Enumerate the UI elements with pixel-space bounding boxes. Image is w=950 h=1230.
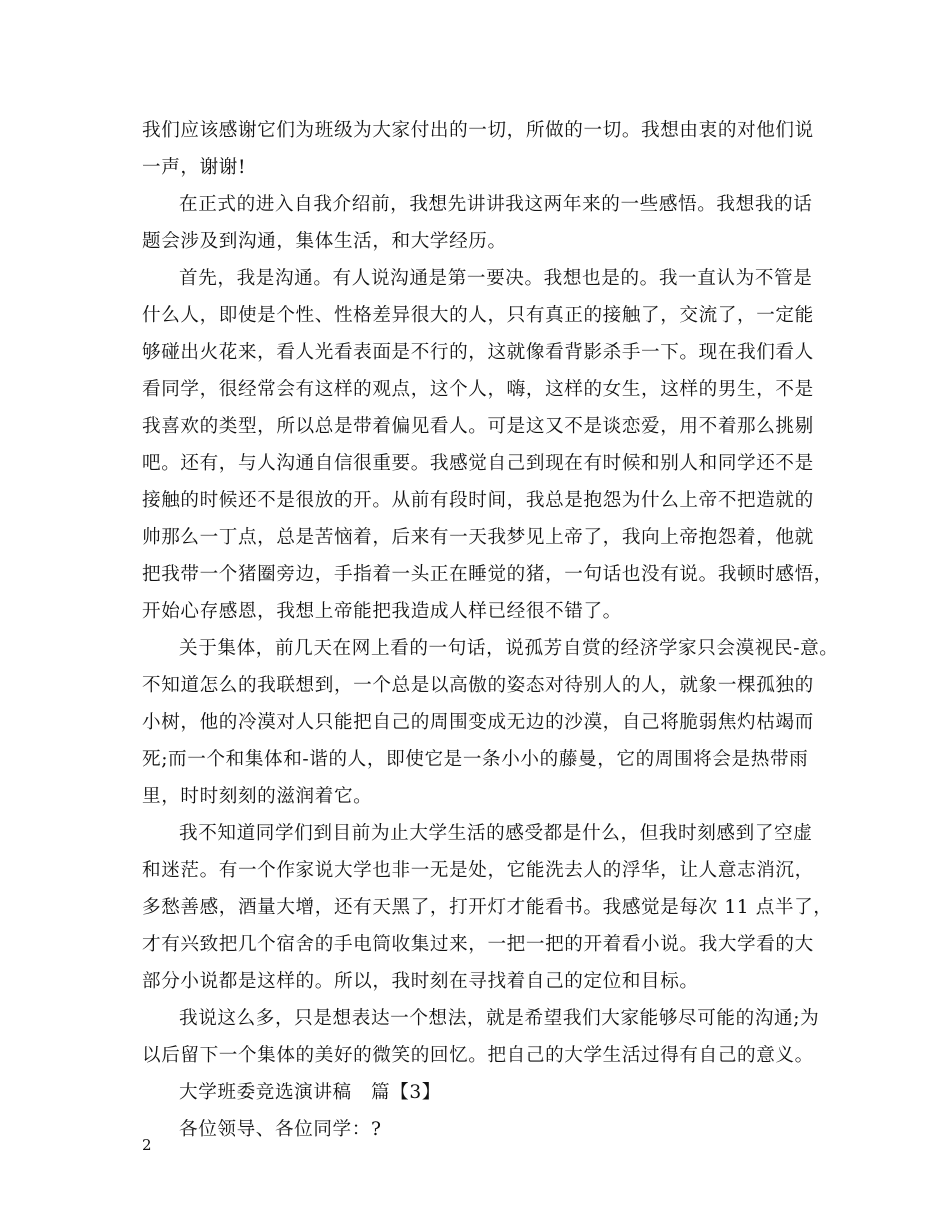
paragraph-thanks — [142, 112, 814, 186]
paragraph-communication — [142, 260, 833, 630]
text-line: 关于集体，前几天在网上看的一句话，说孤芳自赏的经济学家只会漠视民-意。 — [179, 638, 839, 659]
text-line: 首先，我是沟通。有人说沟通是第一要决。我想也是的。我一直认为不管是 — [179, 268, 813, 289]
text-line: 我喜欢的类型，所以总是带着偏见看人。可是这又不是谈恋爱，用不着那么挑剔 — [142, 416, 814, 437]
text-line: 在正式的进入自我介绍前，我想先讲讲我这两年来的一些感悟。我想我的话 — [179, 194, 813, 215]
text-line: 开始心存感恩，我想上帝能把我造成人样已经很不错了。 — [142, 601, 622, 622]
text-line: 多愁善感，酒量大增，还有天黑了，打开灯才能看书。我感觉是每次 11 点半了， — [142, 897, 833, 918]
text-line: 把我带一个猪圈旁边，手指着一头正在睡觉的猪，一句话也没有说。我顿时感悟， — [142, 564, 833, 585]
text-line: 才有兴致把几个宿舍的手电筒收集过来，一把一把的开着看小说。我大学看的大 — [142, 934, 814, 955]
text-line: 部分小说都是这样的。所以，我时刻在寻找着自己的定位和目标。 — [142, 971, 699, 992]
text-line: 吧。还有，与人沟通自信很重要。我感觉自己到现在有时候和别人和同学还不是 — [142, 453, 814, 474]
text-line: 题会涉及到沟通，集体生活，和大学经历。 — [142, 231, 507, 252]
paragraph-intro — [142, 186, 814, 260]
text-line: 接触的时候还不是很放的开。从前有段时间，我总是抱怨为什么上帝不把造就的 — [142, 490, 814, 511]
paragraph-university-life — [142, 815, 833, 1000]
salutation — [142, 1111, 814, 1148]
text-line: 我说这么多，只是想表达一个想法，就是希望我们大家能够尽可能的沟通;为 — [179, 1008, 820, 1029]
section-heading — [142, 1074, 814, 1111]
page-number: 2 — [142, 1136, 152, 1154]
text-line: 小树，他的冷漠对人只能把自己的周围变成无边的沙漠，自己将脆弱焦灼枯竭而 — [142, 712, 814, 733]
text-line: 一声，谢谢! — [142, 157, 247, 178]
text-line: 我不知道同学们到目前为止大学生活的感受都是什么，但我时刻感到了空虚 — [179, 823, 813, 844]
paragraph-conclusion — [142, 1000, 820, 1074]
text-line: 里，时时刻刻的滋润着它。 — [142, 786, 373, 807]
text-line: 看同学，很经常会有这样的观点，这个人，嗨，这样的女生，这样的男生，不是 — [142, 379, 814, 400]
text-line: 以后留下一个集体的美好的微笑的回忆。把自己的大学生活过得有自己的意义。 — [142, 1045, 814, 1066]
text-line: 和迷茫。有一个作家说大学也非一无是处，它能洗去人的浮华，让人意志消沉， — [142, 860, 814, 881]
text-line: 各位领导、各位同学：? — [179, 1119, 382, 1140]
text-line: 不知道怎么的我联想到，一个总是以高傲的姿态对待别人的人，就象一棵孤独的 — [142, 675, 814, 696]
text-line: 大学班委竞选演讲稿 篇【3】 — [179, 1082, 441, 1103]
text-line: 我们应该感谢它们为班级为大家付出的一切，所做的一切。我想由衷的对他们说 — [142, 120, 814, 141]
paragraph-collective — [142, 630, 839, 815]
text-line: 什么人，即使是个性、性格差异很大的人，只有真正的接触了，交流了，一定能 — [142, 305, 814, 326]
text-line: 够碰出火花来，看人光看表面是不行的，这就像看背影杀手一下。现在我们看人 — [142, 342, 814, 363]
text-line: 帅那么一丁点，总是苦恼着，后来有一天我梦见上帝了，我向上帝抱怨着，他就 — [142, 527, 814, 548]
text-line: 死;而一个和集体和-谐的人，即使它是一条小小的藤曼，它的周围将会是热带雨 — [142, 749, 809, 770]
document-body — [142, 112, 839, 1148]
